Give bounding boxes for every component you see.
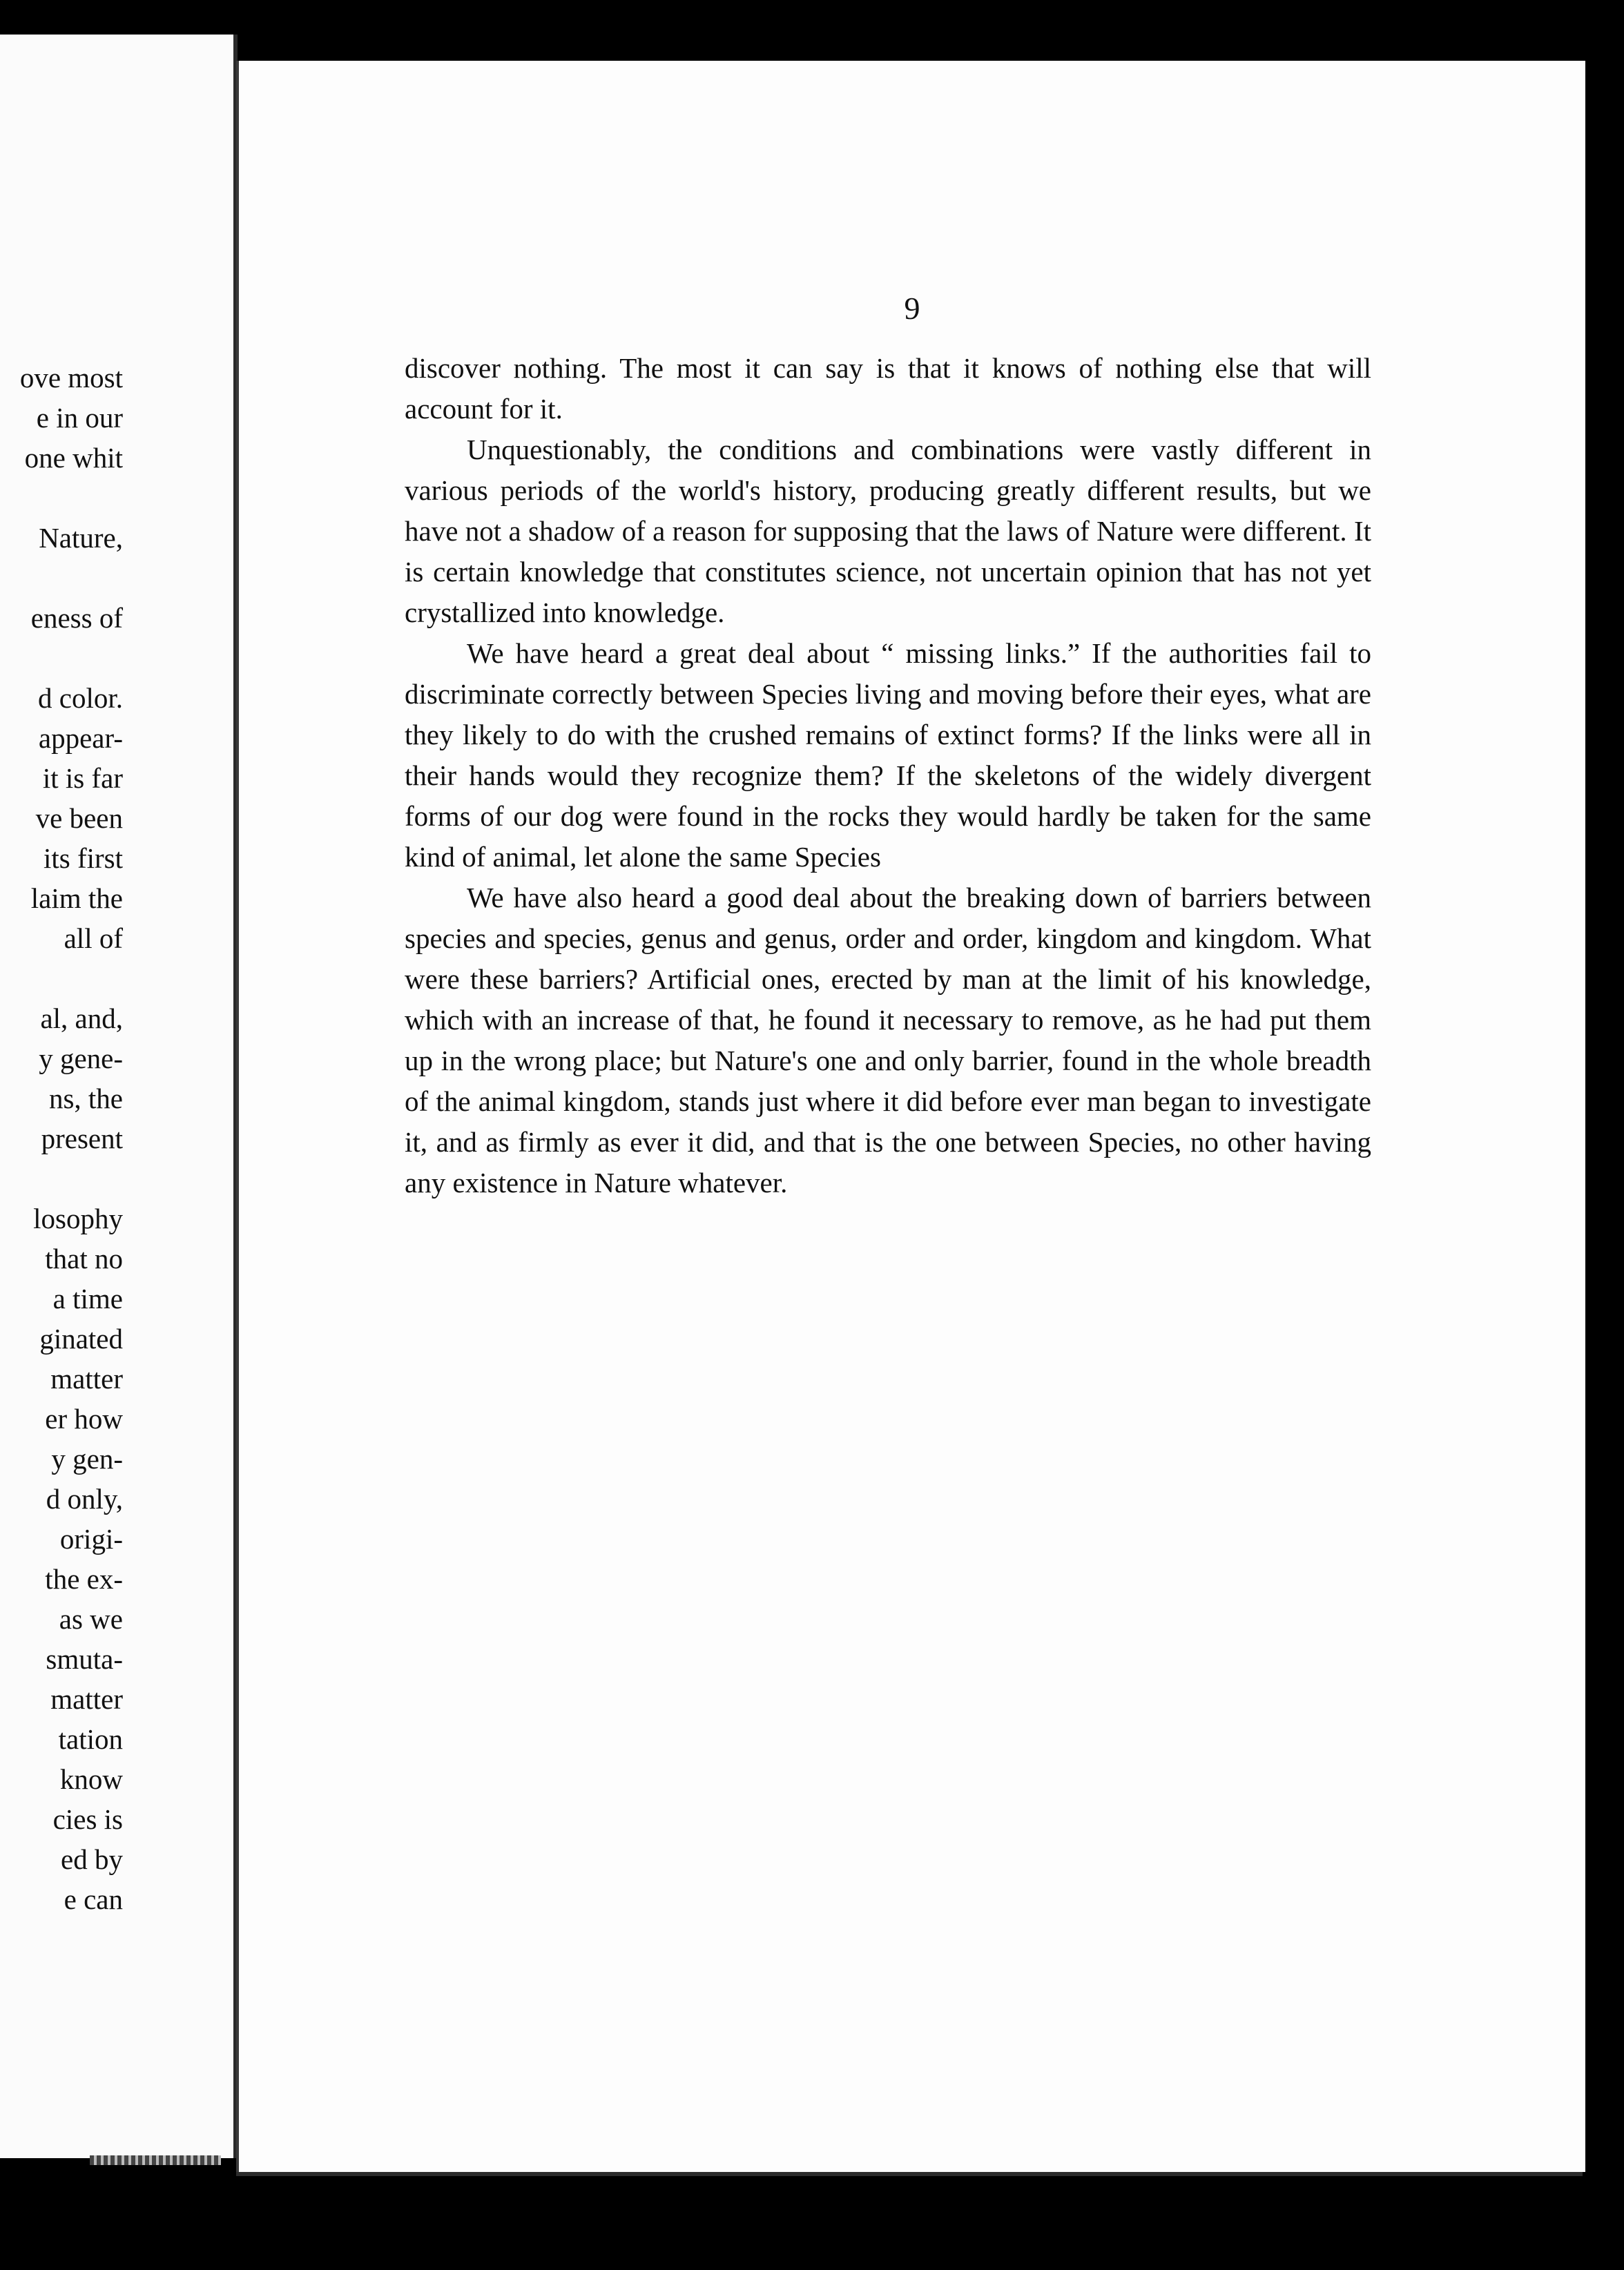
previous-page-line: eness of [30,602,123,634]
page-bottom-edge [236,2172,1583,2176]
paragraph-1: discover nothing. The most it can say is that it knows of nothing else that will account for it. [405,352,1371,425]
previous-page-line [20,558,123,598]
previous-page-line: ginated [39,1323,123,1355]
previous-page-line: e in our [36,402,123,434]
page-number: 9 [904,291,920,326]
previous-page-line: as we [59,1603,123,1635]
previous-page-line: know [59,1763,123,1795]
previous-page-line: all of [64,922,123,954]
previous-page-line: origi- [59,1523,123,1555]
previous-page-line: the ex- [45,1563,123,1595]
previous-page-line: one whit [24,442,123,474]
previous-page-line: that no [45,1243,123,1274]
previous-page-line: a time [52,1283,123,1315]
previous-page-line [20,1158,123,1199]
previous-page-line: it is far [42,762,123,794]
previous-page-line: ve been [35,802,123,834]
previous-page-line: d color. [38,682,123,714]
page-body [405,348,1371,1203]
previous-page-line: matter [50,1683,123,1715]
previous-page [0,35,238,2158]
previous-page-line: cies is [52,1803,123,1835]
previous-page-line: losophy [33,1203,123,1234]
previous-page-line [20,638,123,678]
previous-page-line: al, and, [40,1002,123,1034]
previous-page-line: smuta- [46,1643,123,1675]
previous-page-line [20,958,123,998]
previous-page-line: its first [43,842,123,874]
paragraph-3: We have heard a great deal about “ missing links.” If the authorities fail to discriminate correctly between Species living and moving before their eyes, what are they likely to do with the crushed remains of extinct forms? If the links were all in their hands would they recognize them? If the skeletons of the widely divergent forms of our dog were found in the rocks they would hardly be taken for the same kind of animal, let alone the same Species [405,637,1371,873]
previous-page-text [20,358,123,1919]
previous-page-line: ns, the [48,1083,123,1114]
paragraph-2: Unquestionably, the conditions and combinations were vastly different in various periods of the world's history, producing greatly different results, but we have not a shadow of a reason for supposing that the laws of Nature were different. It is certain knowledge that constitutes science, not uncertain opinion that has not yet crystallized into knowledge. [405,434,1371,628]
paragraph-4: We have also heard a good deal about the breaking down of barriers between species and species, genus and genus, order and order, kingdom and kingdom. What were these barriers? Artificial ones, erected by man at the limit of his knowledge, which with an increase of that, he found it necessary to remove, as he had put them up in the wrong place; but Nature's one and only barrier, found in the whole breadth of the animal kingdom, stands just where it did before ever man began to investigate it, and as firmly as ever it did, and that is the one between Species, no other having any existence in Nature whatever. [405,882,1371,1199]
current-page [236,61,1585,2172]
previous-page-line: Nature, [39,522,123,554]
previous-page-line: ed by [61,1843,123,1875]
previous-page-line: er how [45,1403,123,1435]
previous-page-line [20,478,123,518]
previous-page-line: appear- [38,722,123,754]
previous-page-line: matter [50,1363,123,1395]
previous-page-line: laim the [30,882,123,914]
binding-edge [90,2155,221,2165]
previous-page-line: ove most [19,362,123,394]
previous-page-line: e can [64,1883,123,1915]
previous-page-line: y gene- [39,1042,123,1074]
previous-page-line: present [41,1123,123,1154]
previous-page-line: tation [58,1723,123,1755]
previous-page-line: y gen- [51,1443,123,1475]
previous-page-line: d only, [46,1483,123,1515]
